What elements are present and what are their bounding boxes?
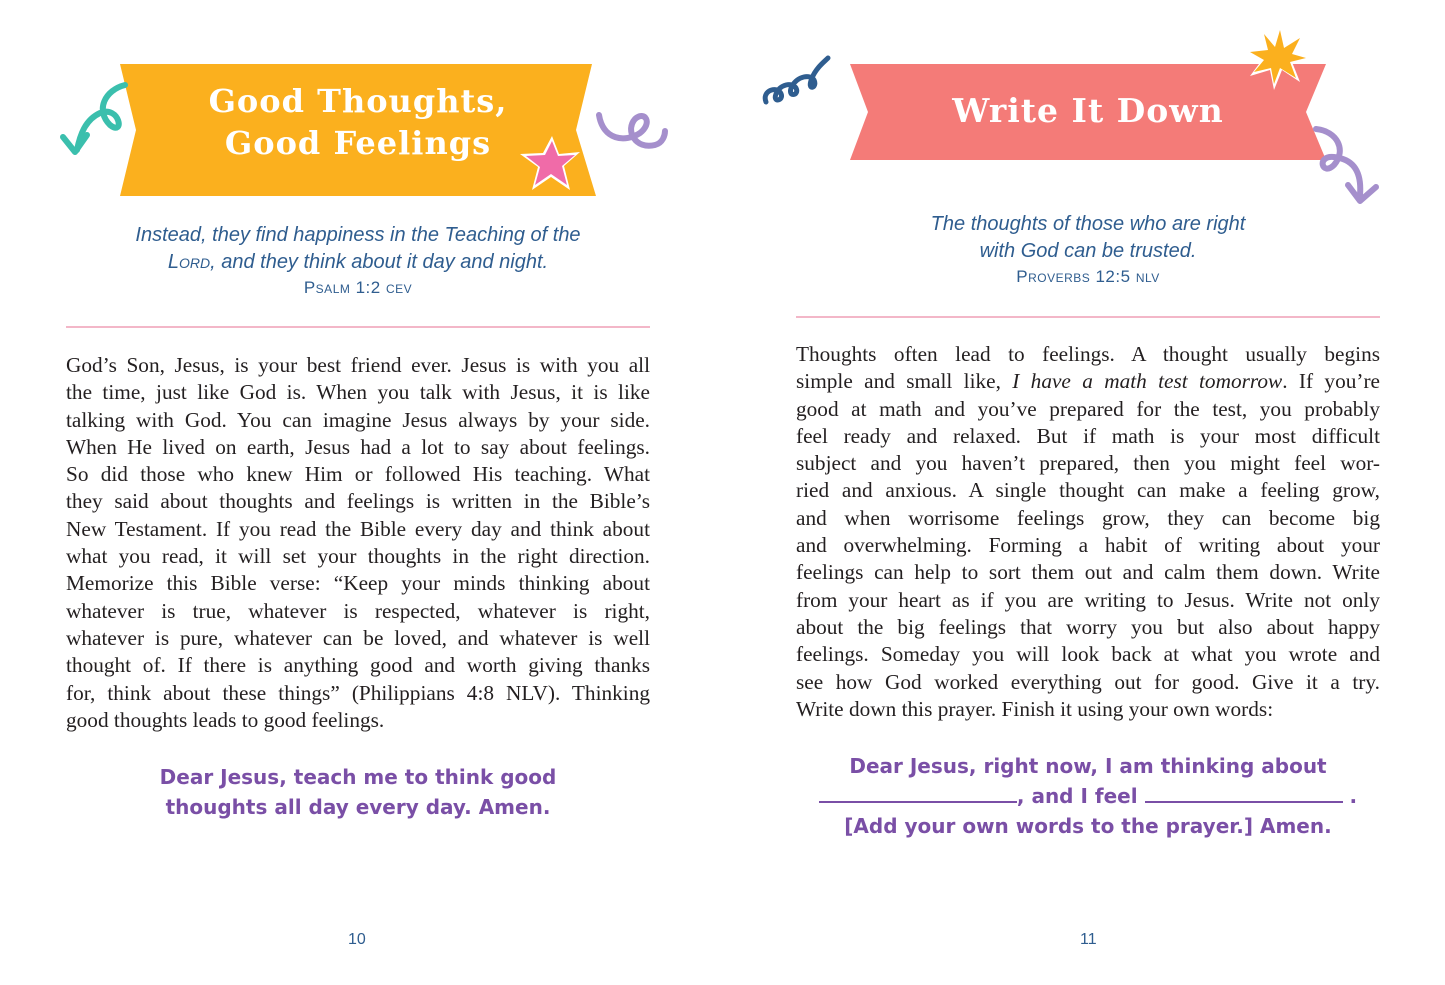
verse-line2: with God can be trusted. [979, 240, 1197, 262]
body-line: So did those who knew Him or followed His teaching. What [66, 462, 650, 487]
scripture-verse [796, 211, 1380, 289]
body-line: subject and you haven’t prepared, then you might feel wor- [796, 451, 1380, 476]
prayer-line2-middle: , and I feel [1016, 784, 1138, 808]
reference-version: cev [385, 278, 413, 297]
body-line: whatever is true, whatever is respected, whatever is right, [66, 598, 650, 623]
fill-in-blank-feeling[interactable] [1145, 783, 1343, 803]
verse-lord: Lord [167, 251, 211, 273]
teal-swirl-arrow-icon [55, 75, 140, 160]
body-line: whatever is pure, whatever can be loved, and whatever is well [66, 625, 650, 650]
body-line: for, think about these things” (Philippians 4:8 NLV). Thinking [66, 680, 650, 705]
verse-line1: The thoughts of those who are right [930, 213, 1246, 235]
body-line: good at math and you’ve prepared for the test, you probably [796, 396, 1380, 421]
body-line: talking with God. You can imagine Jesus always by your side. [66, 407, 650, 432]
prayer-line2-end: . [1349, 784, 1358, 808]
body-text-segment: . If you’re [1282, 369, 1381, 394]
prayer-line1: Dear Jesus, right now, I am thinking about [849, 754, 1327, 778]
section-divider [796, 316, 1380, 318]
body-line: from your heart as if you are writing to Jesus. Write not only [796, 587, 1380, 612]
purple-loop-icon [595, 105, 670, 155]
reference-version: nlv [1135, 267, 1160, 286]
body-line: feelings. Someday you will look back at what you wrote and [796, 642, 1380, 667]
body-line: thought of. If there is anything good and worth giving thanks [66, 653, 650, 678]
body-line: and when worrisome feelings grow, they can become big [796, 505, 1380, 530]
prayer-line3: [Add your own words to the prayer.] Amen. [844, 814, 1332, 838]
left-page [0, 0, 722, 985]
verse-line2 [66, 249, 650, 276]
body-line: New Testament. If you read the Bible every day and think about [66, 516, 650, 541]
body-line: Memorize this Bible verse: “Keep your minds thinking about [66, 571, 650, 596]
body-paragraph [66, 352, 650, 734]
body-line: feel ready and relaxed. But if math is your most difficult [796, 423, 1380, 448]
prayer-line2: thoughts all day every day. Amen. [165, 795, 551, 819]
page-number: 10 [348, 931, 366, 948]
body-text-segment: simple and small like, [796, 369, 1013, 394]
body-line: Thoughts often lead to feelings. A thought usually begins [796, 342, 1380, 366]
prayer-line1: Dear Jesus, teach me to think good [159, 765, 557, 789]
body-line: and overwhelming. Forming a habit of writing about your [796, 533, 1380, 558]
verse-reference [66, 276, 650, 300]
body-line: what you read, it will set your thoughts in the right direction. [66, 544, 650, 569]
right-page [722, 0, 1445, 985]
body-line [796, 368, 1380, 395]
pink-star-icon [518, 134, 582, 194]
body-paragraph [796, 341, 1380, 723]
body-line: When He lived on earth, Jesus had a lot to say about feelings. [66, 434, 650, 459]
body-line: Write down this prayer. Finish it using your own words: [796, 696, 1274, 721]
scripture-verse [66, 222, 650, 300]
reference-book: Proverbs 12:5 [1016, 267, 1131, 286]
body-line: God’s Son, Jesus, is your best friend ever. Jesus is with you all [66, 353, 650, 377]
body-line: the time, just like God is. When you talk with Jesus, it is like [66, 380, 650, 405]
prayer-line2 [796, 781, 1380, 811]
body-line: feelings can help to sort them out and calm them down. Write [796, 560, 1380, 585]
body-line: about the big feelings that worry you but also about happy [796, 614, 1380, 639]
body-line: ried and anxious. A single thought can make a feeling grow, [796, 478, 1380, 503]
body-line: see how God worked everything out for good. Give it a try. [796, 669, 1380, 694]
section-divider [66, 326, 650, 328]
body-line: they said about thoughts and feelings is written in the Bible’s [66, 489, 650, 514]
body-italic-thought: I have a math test tomorrow [1012, 369, 1283, 394]
page-number: 11 [1080, 931, 1097, 948]
fill-in-blank-thought[interactable] [819, 783, 1017, 803]
chapter-title-line2: Good Feelings [224, 124, 492, 162]
chapter-title-line1: Good Thoughts, [208, 82, 508, 120]
verse-line2-rest: , and they think about it day and night. [210, 251, 549, 273]
body-line: good thoughts leads to good feelings. [66, 707, 385, 732]
prayer [796, 751, 1380, 841]
verse-line1: Instead, they find happiness in the Teaching of the [135, 224, 581, 246]
navy-spring-coil-icon [762, 54, 832, 109]
chapter-title: Write It Down [952, 91, 1224, 130]
yellow-starburst-icon [1242, 22, 1312, 92]
prayer [66, 762, 650, 822]
verse-reference [796, 265, 1380, 289]
purple-swirl-arrow-icon [1312, 125, 1387, 210]
reference-book: Psalm 1:2 [303, 278, 381, 297]
